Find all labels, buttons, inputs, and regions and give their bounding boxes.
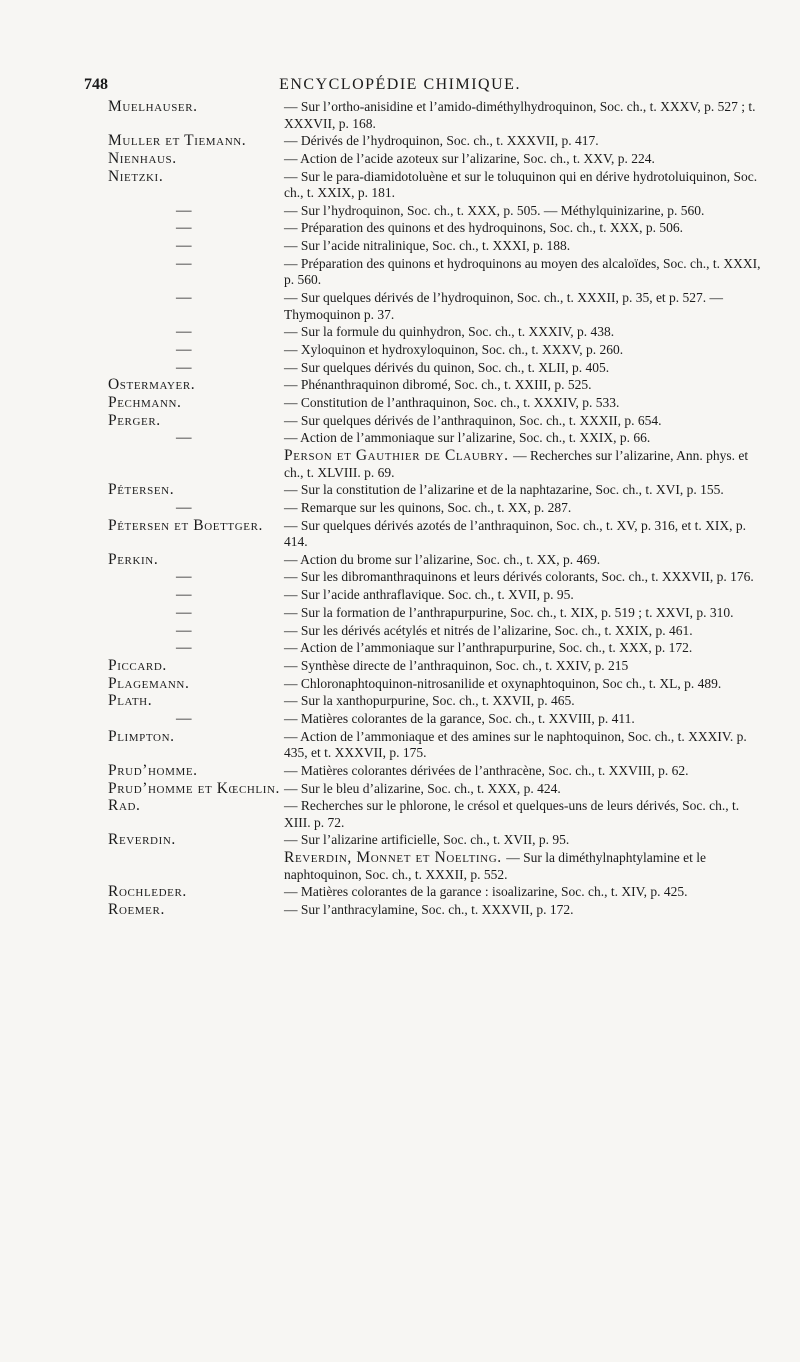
- entry-text: — Recherches sur le phlorone, le crésol et quelques-uns de leurs dérivés, Soc. ch., t. XIII. p. 72.: [284, 798, 740, 830]
- bibliography-entry: [78, 342, 768, 360]
- entry-text: — Sur la formule du quinhydron, Soc. ch., t. XXXIV, p. 438.: [284, 324, 615, 340]
- entry-text: — Sur la formation de l’anthrapurpurine, Soc. ch., t. XIX, p. 519 ; t. XXVI, p. 310.: [284, 604, 734, 620]
- bibliography-entry: [78, 169, 768, 203]
- entry-author: —: [176, 621, 193, 639]
- entry-author: —: [176, 254, 193, 272]
- entry-author: Plagemann.: [108, 674, 190, 692]
- entry-author: Plimpton.: [108, 727, 175, 745]
- entry-text: — Sur les dibromanthraquinons et leurs dérivés colorants, Soc. ch., t. XXXVII, p. 176.: [284, 569, 754, 585]
- entry-author: Reverdin.: [108, 831, 176, 849]
- bibliography-entry: [78, 623, 768, 641]
- bibliography-entry: [78, 203, 768, 221]
- bibliography-entry: [78, 587, 768, 605]
- entry-author: Perger.: [108, 411, 161, 429]
- entry-author: Pétersen.: [108, 481, 175, 499]
- entry-text: — Sur quelques dérivés du quinon, Soc. ch., t. XLII, p. 405.: [284, 359, 610, 375]
- bibliography-entry: [78, 324, 768, 342]
- bibliography-entry: [78, 448, 768, 482]
- bibliography-entry: [78, 569, 768, 587]
- entry-text: — Sur l’acide anthraflavique. Soc. ch., t. XVII, p. 95.: [284, 587, 574, 603]
- bibliography-entry: [78, 500, 768, 518]
- bibliography-entry: [78, 658, 768, 676]
- bibliography-entry: [78, 552, 768, 570]
- bibliography-entry: [78, 238, 768, 256]
- entry-author: Roemer.: [108, 900, 165, 918]
- entry-author: —: [176, 709, 193, 727]
- bibliography-entry: [78, 850, 768, 884]
- entry-author: —: [176, 323, 193, 341]
- bibliography-entry: [78, 832, 768, 850]
- entry-author: —: [176, 586, 193, 604]
- entry-text: — Phénanthraquinon dibromé, Soc. ch., t. XXIII, p. 525.: [284, 377, 592, 393]
- bibliography-entry: [78, 676, 768, 694]
- entry-text: — Xyloquinon et hydroxyloquinon, Soc. ch., t. XXXV, p. 260.: [284, 341, 624, 357]
- bibliography-entry: [78, 693, 768, 711]
- entry-text: — Sur quelques dérivés de l’hydroquinon, Soc. ch., t. XXXII, p. 35, et p. 527. — Thymoquinon p. 37.: [284, 290, 724, 322]
- entry-text: — Sur l’alizarine artificielle, Soc. ch., t. XVII, p. 95.: [284, 832, 570, 848]
- entry-text: — Action de l’ammoniaque sur l’anthrapurpurine, Soc. ch., t. XXX, p. 172.: [284, 640, 693, 656]
- entry-text: — Synthèse directe de l’anthraquinon, Soc. ch., t. XXIV, p. 215: [284, 657, 629, 673]
- entry-text: — Remarque sur les quinons, Soc. ch., t. XX, p. 287.: [284, 499, 572, 515]
- entry-author: Muelhauser.: [108, 98, 198, 115]
- bibliography-entry: [78, 413, 768, 431]
- entry-text: — Matières colorantes de la garance : isoalizarine, Soc. ch., t. XIV, p. 425.: [284, 884, 688, 900]
- entry-text: — Préparation des quinons et hydroquinons au moyen des alcaloïdes, Soc. ch., t. XXXI, p. 560.: [284, 255, 761, 288]
- bibliography-entry: [78, 290, 768, 324]
- entry-text: — Sur l’ortho-anisidine et l’amido-diméthylhydroquinon, Soc. ch., t. XXXV, p. 527 ; t. XXXVII, p. 168.: [284, 99, 756, 131]
- entry-text: — Sur quelques dérivés de l’anthraquinon, Soc. ch., t. XXXII, p. 654.: [284, 412, 662, 428]
- entry-text: — Action de l’ammoniaque sur l’alizarine, Soc. ch., t. XXIX, p. 66.: [284, 430, 651, 446]
- bibliography-entry: [78, 151, 768, 169]
- entry-author: —: [176, 498, 193, 516]
- entry-text: — Constitution de l’anthraquinon, Soc. ch., t. XXXIV, p. 533.: [284, 394, 620, 410]
- bibliography-entry: [78, 430, 768, 448]
- entry-text: — Sur l’anthracylamine, Soc. ch., t. XXXVII, p. 172.: [284, 901, 574, 917]
- bibliography-entry: [78, 518, 768, 552]
- entry-author: —: [176, 358, 193, 376]
- entry-author: —: [176, 429, 193, 447]
- entry-author: —: [176, 289, 193, 306]
- bibliography-entry: [78, 781, 768, 799]
- running-head: ENCYCLOPÉDIE CHIMIQUE.: [279, 76, 521, 93]
- entry-text: — Matières colorantes de la garance, Soc. ch., t. XXVIII, p. 411.: [284, 710, 635, 726]
- entry-text: — Matières colorantes dérivées de l’anthracène, Soc. ch., t. XXVIII, p. 62.: [284, 762, 689, 778]
- entry-author: —: [176, 639, 193, 657]
- entry-author: Nienhaus.: [108, 149, 177, 167]
- entry-author: Pétersen et Boettger.: [108, 516, 263, 534]
- entry-text: — Sur la constitution de l’alizarine et de la naphtazarine, Soc. ch., t. XVI, p. 155.: [284, 482, 724, 498]
- bibliography-entry: [78, 605, 768, 623]
- entry-author: —: [176, 603, 193, 621]
- entry-text: — Sur l’hydroquinon, Soc. ch., t. XXX, p. 505. — Méthylquinizarine, p. 560.: [284, 202, 705, 218]
- bibliography-entry: [78, 99, 768, 133]
- entry-text: — Sur l’acide nitralinique, Soc. ch., t. XXXI, p. 188.: [284, 238, 571, 254]
- bibliography-entry: [78, 220, 768, 238]
- bibliography-entry: [78, 798, 768, 832]
- entry-author: Muller et Tiemann.: [108, 132, 247, 150]
- bibliography-entry: [78, 763, 768, 781]
- entry-author: Nietzki.: [108, 167, 164, 185]
- entry-author: Pechmann.: [108, 393, 182, 411]
- entry-text: — Sur la diméthylnaphtylamine et le naphtoquinon, Soc. ch., t. XXXII, p. 552.: [284, 850, 707, 882]
- entry-text: — Action de l’ammoniaque et des amines sur le naphtoquinon, Soc. ch., t. XXXIV. p. 435, et t. XXXVII, p. 175.: [284, 728, 747, 761]
- entry-author: Piccard.: [108, 656, 167, 674]
- entry-text: — Sur le bleu d’alizarine, Soc. ch., t. XXX, p. 424.: [284, 780, 561, 796]
- entry-author: —: [176, 568, 193, 586]
- entry-text: — Sur les dérivés acétylés et nitrés de l’alizarine, Soc. ch., t. XXIX, p. 461.: [284, 622, 693, 638]
- entry-author: Prud’homme.: [108, 761, 198, 779]
- page-number: 748: [84, 76, 108, 93]
- bibliography-entry: [78, 360, 768, 378]
- bibliography-entry: [78, 482, 768, 500]
- bibliography-entry: [78, 395, 768, 413]
- bibliography-entry: [78, 729, 768, 763]
- entry-text: — Sur la xanthopurpurine, Soc. ch., t. XXVII, p. 465.: [284, 693, 575, 709]
- entry-author: Perkin.: [108, 550, 159, 568]
- entry-text: — Action du brome sur l’alizarine, Soc. ch., t. XX, p. 469.: [284, 551, 601, 567]
- bibliography-entry: [78, 884, 768, 902]
- bibliography-entry: [78, 377, 768, 395]
- entry-author: —: [176, 237, 193, 255]
- entry-author: Rad.: [108, 797, 141, 815]
- entry-text: — Sur quelques dérivés azotés de l’anthraquinon, Soc. ch., t. XV, p. 316, et t. XIX, p. 414.: [284, 517, 747, 550]
- entry-author: Ostermayer.: [108, 376, 196, 394]
- entry-author: Reverdin, Monnet et Noelting.: [284, 849, 507, 867]
- bibliography-list: [78, 99, 768, 920]
- entry-text: — Dérivés de l’hydroquinon, Soc. ch., t. XXXVII, p. 417.: [284, 133, 599, 149]
- entry-author: —: [176, 219, 193, 237]
- entry-text: — Chloronaphtoquinon-nitrosanilide et oxynaphtoquinon, Soc ch., t. XL, p. 489.: [284, 675, 722, 691]
- entry-author: Plath.: [108, 692, 153, 710]
- bibliography-entry: [78, 711, 768, 729]
- entry-author: —: [176, 201, 193, 219]
- entry-author: Prud’homme et Kœchlin.: [108, 779, 281, 797]
- entry-text: — Recherches sur l’alizarine, Ann. phys. et ch., t. XLVIII. p. 69.: [284, 448, 749, 480]
- entry-author: Person et Gauthier de Claubry.: [284, 447, 514, 464]
- entry-author: —: [176, 340, 193, 358]
- bibliography-entry: [78, 640, 768, 658]
- entry-text: — Action de l’acide azoteux sur l’alizarine, Soc. ch., t. XXV, p. 224.: [284, 150, 655, 166]
- bibliography-entry: [78, 133, 768, 151]
- entry-text: — Sur le para-diamidotoluène et sur le toluquinon qui en dérive hydrotoluiquinon, Soc. ch., t. XXIX, p. 181.: [284, 168, 758, 201]
- bibliography-entry: [78, 902, 768, 920]
- entry-text: — Préparation des quinons et des hydroquinons, Soc. ch., t. XXX, p. 506.: [284, 220, 683, 236]
- bibliography-entry: [78, 256, 768, 290]
- entry-author: Rochleder.: [108, 883, 187, 901]
- page-header: [0, 76, 800, 98]
